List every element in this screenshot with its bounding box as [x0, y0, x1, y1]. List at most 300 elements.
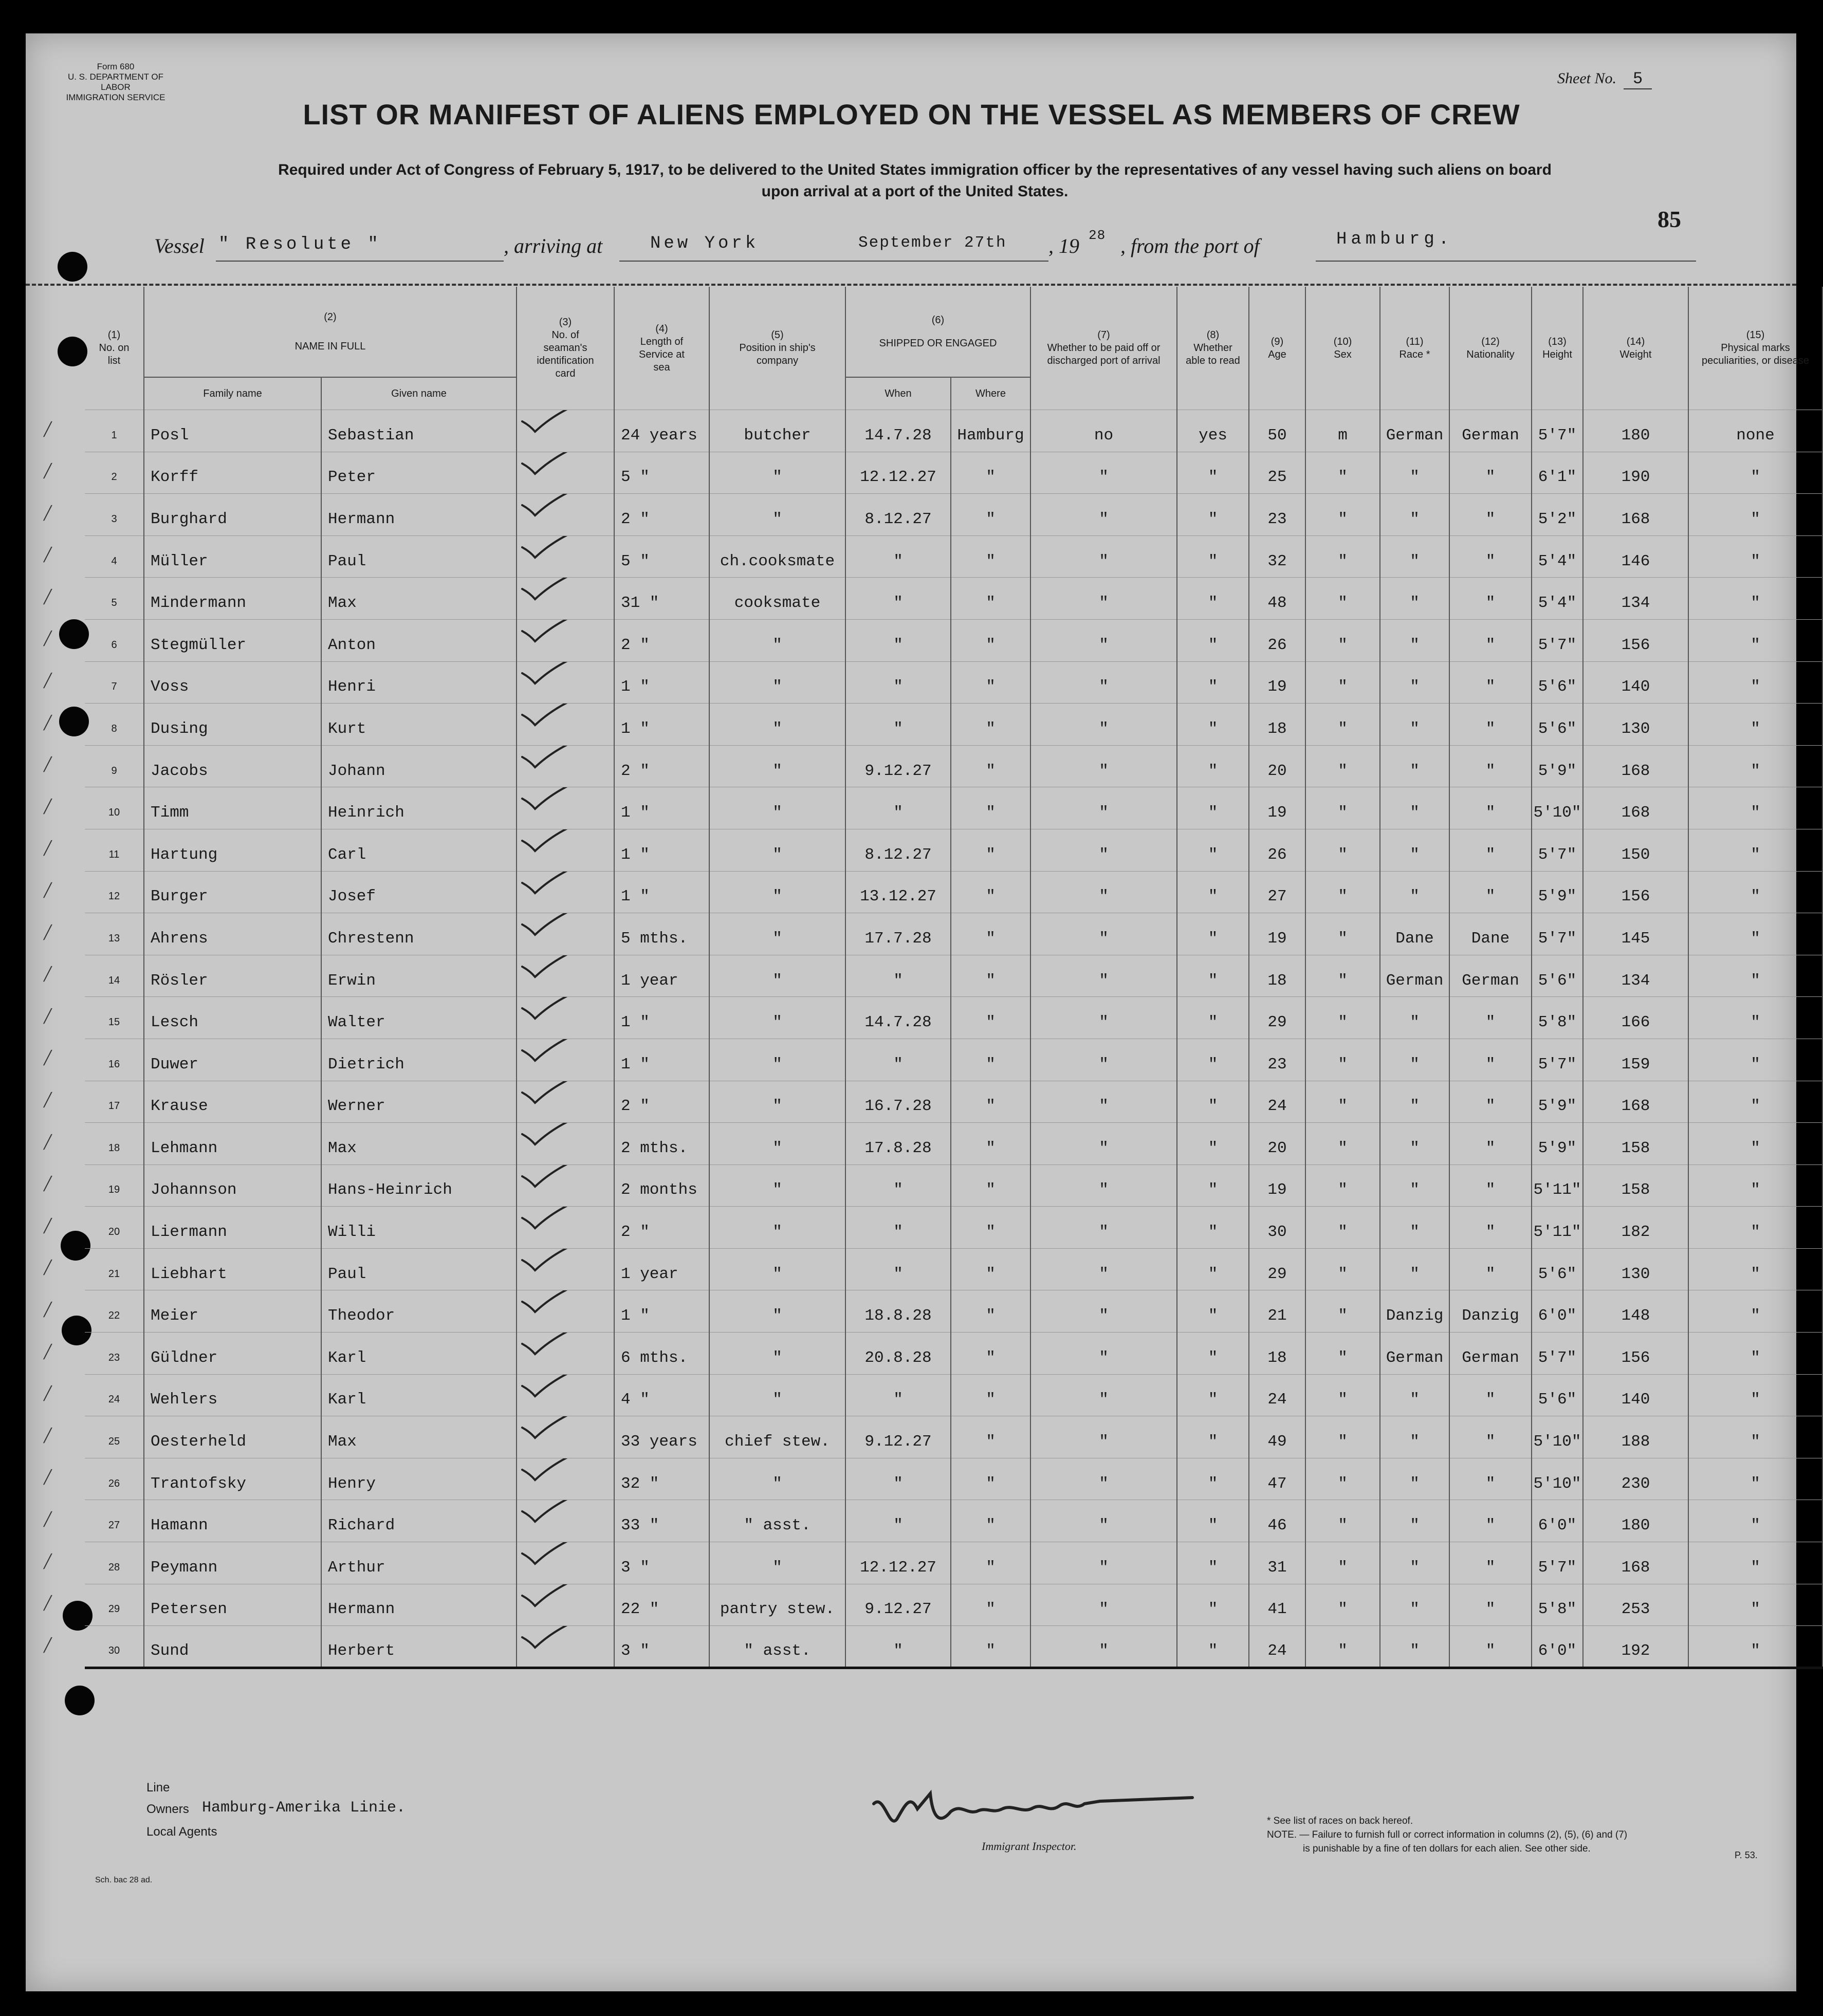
- cell-no: 26: [85, 1458, 144, 1500]
- cell-marks: ": [1688, 452, 1822, 494]
- cell-age: 48: [1249, 578, 1305, 620]
- id-card-check-mark: [517, 661, 614, 704]
- cell-where: ": [951, 787, 1030, 829]
- cell-no: 5: [85, 578, 144, 620]
- cell-race: Danzig: [1380, 1290, 1449, 1333]
- cell-age: 49: [1249, 1416, 1305, 1458]
- id-card-check-mark: [517, 1290, 614, 1333]
- cell-service: 1 ": [614, 787, 709, 829]
- weight-value: 230: [1621, 1474, 1650, 1493]
- cell-where: ": [951, 1542, 1030, 1584]
- cell-given: Johann: [321, 745, 517, 787]
- note-star: * See list of races on back hereof.: [1267, 1816, 1413, 1826]
- cell-sex: ": [1305, 1542, 1380, 1584]
- table-row: [85, 1081, 1822, 1123]
- cell-height: 5'7": [1532, 829, 1583, 871]
- weight-value: 168: [1621, 762, 1650, 780]
- from-label: , from the port of: [1120, 234, 1260, 257]
- cell-when: 8.12.27: [845, 494, 951, 536]
- cell-position: ": [709, 1458, 845, 1500]
- weight-value: 140: [1621, 678, 1650, 696]
- cell-age: 47: [1249, 1458, 1305, 1500]
- cell-race: ": [1380, 452, 1449, 494]
- cell-sex: ": [1305, 745, 1380, 787]
- cell-marks: ": [1688, 1164, 1822, 1207]
- table-row: [85, 494, 1822, 536]
- id-card-check-mark: [517, 1081, 614, 1123]
- cell-race: ": [1380, 1542, 1449, 1584]
- cell-age: 41: [1249, 1584, 1305, 1626]
- cell-weight: [1583, 410, 1688, 452]
- cell-age: 21: [1249, 1290, 1305, 1333]
- cell-weight: [1583, 452, 1688, 494]
- cell-read: ": [1177, 1333, 1249, 1375]
- cell-height: 5'9": [1532, 1123, 1583, 1165]
- subtitle-line-1: Required under Act of Congress of February 5, 1917, to be delivered to the United States immigration officer by the representatives of any vessel having such aliens on board: [278, 161, 1552, 178]
- cell-given: Paul: [321, 535, 517, 578]
- col-header-sex: (10) Sex: [1305, 287, 1380, 410]
- cell-weight: [1583, 829, 1688, 871]
- cell-paid-off: ": [1030, 1500, 1177, 1542]
- cell-nationality: ": [1449, 1081, 1532, 1123]
- cell-where: ": [951, 1207, 1030, 1249]
- table-row: [85, 578, 1822, 620]
- cell-race: ": [1380, 704, 1449, 746]
- cell-marks: ": [1688, 787, 1822, 829]
- cell-sex: ": [1305, 1207, 1380, 1249]
- cell-age: 23: [1249, 1039, 1305, 1081]
- col-header-weight: (14) Weight: [1583, 287, 1688, 410]
- review-tick-mark: ╱: [44, 1553, 52, 1569]
- cell-height: 5'8": [1532, 1584, 1583, 1626]
- cell-read: ": [1177, 1207, 1249, 1249]
- cell-where: ": [951, 452, 1030, 494]
- cell-age: 19: [1249, 787, 1305, 829]
- id-card-check-mark: [517, 787, 614, 829]
- col-header-family: Family name: [144, 377, 321, 410]
- cell-family: Liebhart: [144, 1248, 321, 1290]
- cell-where: ": [951, 619, 1030, 661]
- cell-age: 18: [1249, 1333, 1305, 1375]
- cell-race: ": [1380, 1123, 1449, 1165]
- cell-race: ": [1380, 745, 1449, 787]
- cell-paid-off: ": [1030, 1542, 1177, 1584]
- cell-marks: ": [1688, 745, 1822, 787]
- cell-age: 19: [1249, 913, 1305, 955]
- cell-position: ": [709, 1164, 845, 1207]
- id-card-check-mark: [517, 578, 614, 620]
- cell-height: 5'11": [1532, 1164, 1583, 1207]
- cell-marks: ": [1688, 1207, 1822, 1249]
- id-card-check-mark: [517, 1626, 614, 1668]
- cell-service: 1 ": [614, 1290, 709, 1333]
- col-header-no: (1) No. on list: [85, 287, 144, 410]
- weight-value: 158: [1621, 1181, 1650, 1199]
- table-row: [85, 1584, 1822, 1626]
- cell-weight: [1583, 997, 1688, 1039]
- cell-when: ": [845, 955, 951, 997]
- col-header-position: (5) Position in ship's company: [709, 287, 845, 410]
- cell-no: 16: [85, 1039, 144, 1081]
- cell-service: 1 ": [614, 661, 709, 704]
- cell-age: 18: [1249, 704, 1305, 746]
- cell-sex: ": [1305, 619, 1380, 661]
- cell-weight: [1583, 871, 1688, 913]
- id-card-check-mark: [517, 410, 614, 452]
- cell-no: 30: [85, 1626, 144, 1668]
- cell-when: ": [845, 704, 951, 746]
- weight-value: 180: [1621, 426, 1650, 445]
- cell-sex: ": [1305, 829, 1380, 871]
- cell-marks: ": [1688, 955, 1822, 997]
- cell-paid-off: ": [1030, 1374, 1177, 1416]
- cell-position: ": [709, 913, 845, 955]
- cell-family: Oesterheld: [144, 1416, 321, 1458]
- cell-race: Dane: [1380, 913, 1449, 955]
- cell-no: 24: [85, 1374, 144, 1416]
- cell-weight: [1583, 1081, 1688, 1123]
- cell-service: 3 ": [614, 1626, 709, 1668]
- cell-marks: ": [1688, 1248, 1822, 1290]
- cell-race: ": [1380, 661, 1449, 704]
- cell-service: 2 ": [614, 494, 709, 536]
- cell-where: ": [951, 1374, 1030, 1416]
- cell-height: 5'7": [1532, 1039, 1583, 1081]
- cell-marks: ": [1688, 913, 1822, 955]
- cell-service: 31 ": [614, 578, 709, 620]
- cell-age: 18: [1249, 955, 1305, 997]
- cell-height: 5'6": [1532, 661, 1583, 704]
- vessel-label: Vessel: [154, 234, 205, 257]
- cell-service: 5 ": [614, 452, 709, 494]
- cell-no: 3: [85, 494, 144, 536]
- review-tick-mark: ╱: [44, 1511, 52, 1527]
- col-header-read: (8) Whether able to read: [1177, 287, 1249, 410]
- cell-weight: [1583, 1123, 1688, 1165]
- cell-marks: ": [1688, 1039, 1822, 1081]
- cell-position: ": [709, 829, 845, 871]
- binder-hole: [58, 252, 87, 282]
- cell-race: German: [1380, 410, 1449, 452]
- cell-position: ": [709, 1333, 845, 1375]
- review-tick-mark: ╱: [44, 798, 52, 814]
- cell-when: ": [845, 1039, 951, 1081]
- cell-age: 29: [1249, 997, 1305, 1039]
- cell-age: 31: [1249, 1542, 1305, 1584]
- table-row: [85, 1626, 1822, 1668]
- table-row: [85, 619, 1822, 661]
- weight-value: 148: [1621, 1307, 1650, 1325]
- arrival-year: 28: [1089, 228, 1106, 243]
- cell-race: ": [1380, 1248, 1449, 1290]
- cell-nationality: ": [1449, 745, 1532, 787]
- cell-where: ": [951, 1039, 1030, 1081]
- cell-position: ": [709, 1290, 845, 1333]
- cell-where: ": [951, 1333, 1030, 1375]
- id-card-check-mark: [517, 1542, 614, 1584]
- cell-where: ": [951, 1458, 1030, 1500]
- cell-service: 32 ": [614, 1458, 709, 1500]
- cell-marks: ": [1688, 535, 1822, 578]
- cell-age: 27: [1249, 871, 1305, 913]
- review-tick-mark: ╱: [44, 1092, 52, 1107]
- table-row: [85, 1290, 1822, 1333]
- cell-nationality: ": [1449, 535, 1532, 578]
- cell-when: 8.12.27: [845, 829, 951, 871]
- cell-height: 5'9": [1532, 745, 1583, 787]
- cell-height: 5'10": [1532, 1458, 1583, 1500]
- cell-height: 5'2": [1532, 494, 1583, 536]
- cell-when: 9.12.27: [845, 745, 951, 787]
- id-card-check-mark: [517, 1584, 614, 1626]
- cell-marks: ": [1688, 1626, 1822, 1668]
- table-row: [85, 787, 1822, 829]
- cell-family: Korff: [144, 452, 321, 494]
- cell-where: ": [951, 1290, 1030, 1333]
- cell-nationality: ": [1449, 787, 1532, 829]
- cell-position: ": [709, 1081, 845, 1123]
- cell-where: ": [951, 1123, 1030, 1165]
- cell-marks: ": [1688, 704, 1822, 746]
- review-tick-mark: ╱: [44, 966, 52, 982]
- cell-family: Güldner: [144, 1333, 321, 1375]
- arrival-date: September 27th: [858, 234, 1007, 252]
- cell-nationality: ": [1449, 1123, 1532, 1165]
- cell-weight: [1583, 535, 1688, 578]
- cell-nationality: German: [1449, 1333, 1532, 1375]
- cell-weight: [1583, 1584, 1688, 1626]
- weight-value: 168: [1621, 510, 1650, 528]
- cell-height: 5'7": [1532, 619, 1583, 661]
- cell-where: ": [951, 661, 1030, 704]
- cell-sex: ": [1305, 1500, 1380, 1542]
- cell-where: ": [951, 955, 1030, 997]
- review-tick-mark: ╱: [44, 673, 52, 689]
- cell-family: Posl: [144, 410, 321, 452]
- cell-read: ": [1177, 1123, 1249, 1165]
- table-row: [85, 1416, 1822, 1458]
- cell-height: 6'0": [1532, 1626, 1583, 1668]
- review-tick-mark: ╱: [44, 1637, 52, 1653]
- cell-sex: ": [1305, 787, 1380, 829]
- table-row: [85, 410, 1822, 452]
- weight-value: 182: [1621, 1223, 1650, 1242]
- cell-sex: ": [1305, 1374, 1380, 1416]
- cell-weight: [1583, 1542, 1688, 1584]
- cell-nationality: Dane: [1449, 913, 1532, 955]
- cell-marks: ": [1688, 494, 1822, 536]
- cell-where: ": [951, 1164, 1030, 1207]
- cell-read: ": [1177, 661, 1249, 704]
- cell-service: 5 ": [614, 535, 709, 578]
- cell-weight: [1583, 913, 1688, 955]
- cell-paid-off: ": [1030, 1164, 1177, 1207]
- cell-given: Karl: [321, 1374, 517, 1416]
- id-card-check-mark: [517, 745, 614, 787]
- table-row: [85, 1248, 1822, 1290]
- cell-read: ": [1177, 452, 1249, 494]
- cell-read: ": [1177, 997, 1249, 1039]
- cell-service: 2 ": [614, 745, 709, 787]
- id-card-check-mark: [517, 1416, 614, 1458]
- cell-race: ": [1380, 1207, 1449, 1249]
- cell-race: ": [1380, 1081, 1449, 1123]
- sheet-label: Sheet No.: [1557, 70, 1616, 87]
- cell-no: 12: [85, 871, 144, 913]
- cell-height: 5'9": [1532, 871, 1583, 913]
- cell-age: 24: [1249, 1374, 1305, 1416]
- cell-height: 5'8": [1532, 997, 1583, 1039]
- cell-paid-off: ": [1030, 787, 1177, 829]
- cell-given: Willi: [321, 1207, 517, 1249]
- id-card-check-mark: [517, 997, 614, 1039]
- weight-value: 190: [1621, 468, 1650, 487]
- header-divider: [26, 284, 1796, 286]
- col-header-when: When: [845, 377, 951, 410]
- cell-nationality: Danzig: [1449, 1290, 1532, 1333]
- cell-given: Hermann: [321, 494, 517, 536]
- cell-read: ": [1177, 1542, 1249, 1584]
- cell-paid-off: ": [1030, 1626, 1177, 1668]
- cell-where: ": [951, 1081, 1030, 1123]
- weight-value: 192: [1621, 1642, 1650, 1660]
- cell-position: ": [709, 871, 845, 913]
- review-tick-mark: ╱: [44, 1260, 52, 1275]
- cell-nationality: ": [1449, 1248, 1532, 1290]
- cell-paid-off: ": [1030, 1333, 1177, 1375]
- service-name: IMMIGRATION SERVICE: [66, 93, 165, 102]
- cell-height: 5'10": [1532, 787, 1583, 829]
- cell-weight: [1583, 1248, 1688, 1290]
- id-card-check-mark: [517, 913, 614, 955]
- cell-where: ": [951, 1500, 1030, 1542]
- review-tick-mark: ╱: [44, 1176, 52, 1192]
- cell-service: 1 ": [614, 829, 709, 871]
- cell-height: 5'7": [1532, 1333, 1583, 1375]
- cell-age: 26: [1249, 619, 1305, 661]
- id-card-check-mark: [517, 1123, 614, 1165]
- cell-service: 1 ": [614, 997, 709, 1039]
- cell-position: ": [709, 745, 845, 787]
- review-tick-mark: ╱: [44, 1134, 52, 1150]
- cell-position: ": [709, 997, 845, 1039]
- col-header-service: (4) Length of Service at sea: [614, 287, 709, 410]
- cell-nationality: ": [1449, 829, 1532, 871]
- cell-paid-off: ": [1030, 661, 1177, 704]
- cell-read: ": [1177, 1248, 1249, 1290]
- cell-race: ": [1380, 1584, 1449, 1626]
- cell-nationality: ": [1449, 1164, 1532, 1207]
- cell-when: ": [845, 1626, 951, 1668]
- id-card-check-mark: [517, 704, 614, 746]
- cell-service: 2 mths.: [614, 1123, 709, 1165]
- cell-when: 17.7.28: [845, 913, 951, 955]
- cell-service: 1 year: [614, 1248, 709, 1290]
- cell-paid-off: ": [1030, 494, 1177, 536]
- cell-weight: [1583, 745, 1688, 787]
- owners-label: Owners: [146, 1802, 189, 1816]
- cell-height: 5'7": [1532, 1542, 1583, 1584]
- review-tick-mark: ╱: [44, 1469, 52, 1485]
- cell-read: ": [1177, 704, 1249, 746]
- cell-read: ": [1177, 1626, 1249, 1668]
- cell-service: 2 ": [614, 1207, 709, 1249]
- cell-read: ": [1177, 578, 1249, 620]
- cell-family: Timm: [144, 787, 321, 829]
- cell-paid-off: ": [1030, 1248, 1177, 1290]
- cell-where: ": [951, 1626, 1030, 1668]
- cell-read: ": [1177, 1290, 1249, 1333]
- cell-weight: [1583, 1290, 1688, 1333]
- cell-given: Chrestenn: [321, 913, 517, 955]
- review-tick-mark: ╱: [44, 756, 52, 772]
- col-header-paid-off: (7) Whether to be paid off or discharged port of arrival: [1030, 287, 1177, 410]
- cell-marks: ": [1688, 1333, 1822, 1375]
- cell-where: ": [951, 578, 1030, 620]
- table-row: [85, 955, 1822, 997]
- cell-paid-off: ": [1030, 1290, 1177, 1333]
- id-card-check-mark: [517, 1333, 614, 1375]
- table-row: [85, 1374, 1822, 1416]
- cell-family: Sund: [144, 1626, 321, 1668]
- inspector-signature: [869, 1783, 1198, 1840]
- cell-nationality: ": [1449, 619, 1532, 661]
- cell-no: 21: [85, 1248, 144, 1290]
- cell-given: Max: [321, 1416, 517, 1458]
- col-header-nationality: (12) Nationality: [1449, 287, 1532, 410]
- cell-weight: [1583, 1039, 1688, 1081]
- cell-where: ": [951, 871, 1030, 913]
- cell-where: ": [951, 997, 1030, 1039]
- cell-marks: ": [1688, 1500, 1822, 1542]
- vessel-name: " Resolute ": [218, 235, 381, 254]
- cell-height: 5'6": [1532, 1374, 1583, 1416]
- cell-read: ": [1177, 535, 1249, 578]
- cell-when: ": [845, 1207, 951, 1249]
- col-header-id-card: (3) No. of seaman's identification card: [517, 287, 614, 410]
- cell-paid-off: ": [1030, 955, 1177, 997]
- cell-family: Stegmüller: [144, 619, 321, 661]
- cell-marks: ": [1688, 1081, 1822, 1123]
- cell-race: ": [1380, 1458, 1449, 1500]
- cell-age: 19: [1249, 661, 1305, 704]
- cell-service: 5 mths.: [614, 913, 709, 955]
- cell-given: Arthur: [321, 1542, 517, 1584]
- inspector-label: Immigrant Inspector.: [982, 1840, 1077, 1853]
- col-header-given: Given name: [321, 377, 517, 410]
- cell-sex: ": [1305, 1584, 1380, 1626]
- cell-no: 25: [85, 1416, 144, 1458]
- sheet-value: 5: [1624, 69, 1652, 89]
- cell-position: ": [709, 1123, 845, 1165]
- cell-read: ": [1177, 787, 1249, 829]
- id-card-check-mark: [517, 829, 614, 871]
- cell-paid-off: ": [1030, 1584, 1177, 1626]
- cell-sex: ": [1305, 661, 1380, 704]
- cell-height: 5'7": [1532, 913, 1583, 955]
- cell-family: Müller: [144, 535, 321, 578]
- crew-manifest-table: [85, 287, 1823, 1669]
- cell-read: ": [1177, 1458, 1249, 1500]
- cell-age: 24: [1249, 1626, 1305, 1668]
- cell-weight: [1583, 619, 1688, 661]
- cell-given: Henry: [321, 1458, 517, 1500]
- col-header-race: (11) Race *: [1380, 287, 1449, 410]
- cell-weight: [1583, 1458, 1688, 1500]
- cell-service: 2 ": [614, 619, 709, 661]
- review-tick-mark: ╱: [44, 588, 52, 604]
- cell-when: 12.12.27: [845, 1542, 951, 1584]
